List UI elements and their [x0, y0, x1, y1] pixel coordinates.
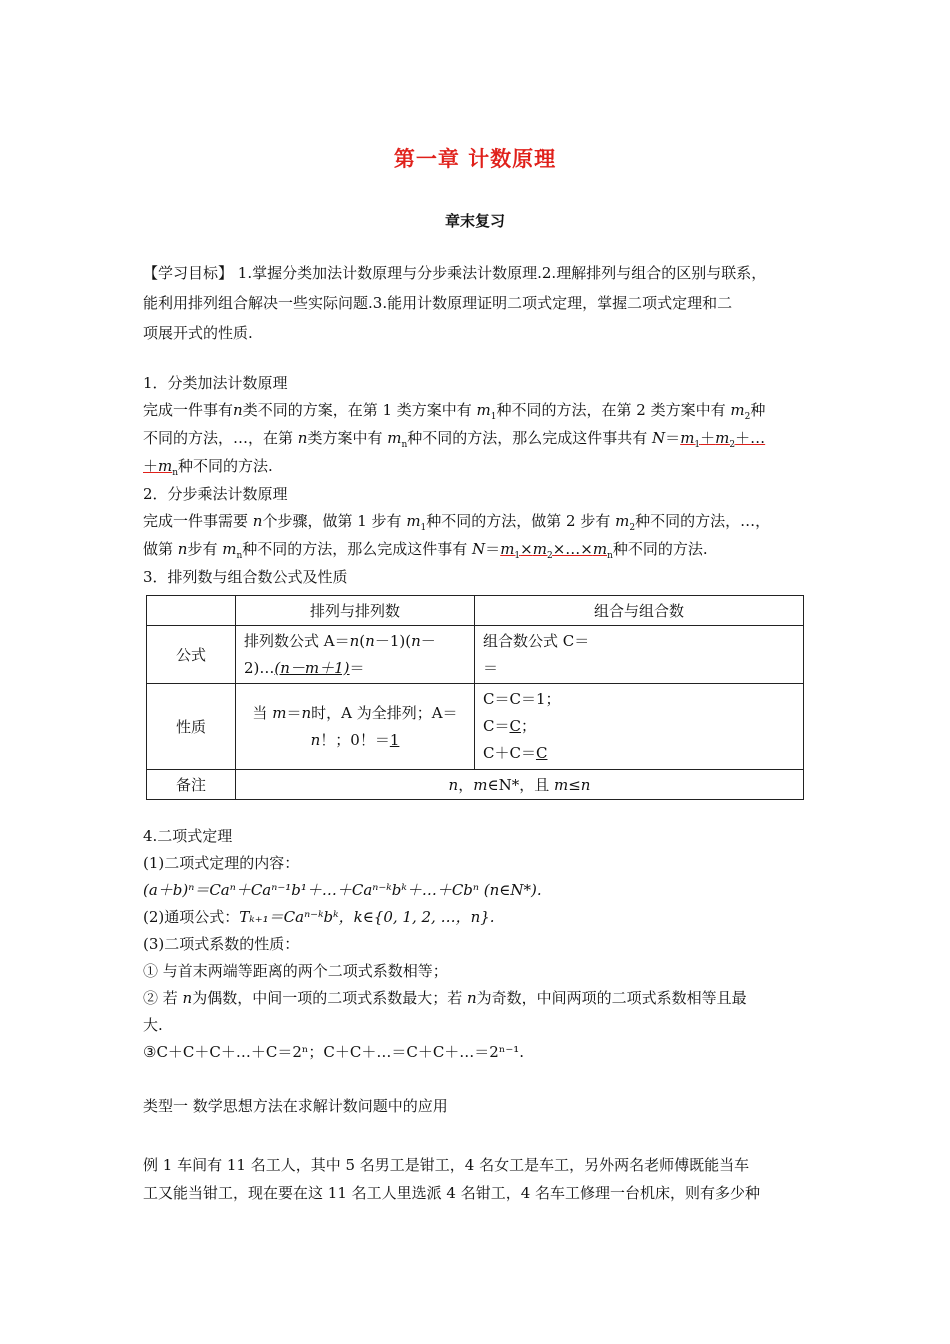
binomial-formula: (a＋b)ⁿ＝Caⁿ＋Caⁿ⁻¹b¹＋…＋Caⁿ⁻ᵏbᵏ＋…＋Cbⁿ (n∈N*).	[143, 881, 542, 899]
table-cell: C＝C＝1； C＝C； C＋C＝C	[475, 684, 804, 770]
property-2: ② 若 n为偶数，中间一项的二项式系数最大；若 n为奇数，中间两项的二项式系数相等且最	[143, 989, 747, 1007]
section3-title: 3．排列数与组合数公式及性质	[143, 568, 348, 586]
sub-1: 1	[490, 412, 497, 422]
text: 种	[750, 401, 766, 419]
var-m2: m	[730, 401, 745, 419]
table-cell: 当 m＝n时，A 为全排列；A＝ n！；0！＝1	[236, 684, 475, 770]
sub-n: n	[401, 440, 408, 450]
var-n: n	[297, 429, 308, 447]
type-heading: 类型一 数学思想方法在求解计数问题中的应用	[143, 1097, 448, 1115]
text: 类方案中有	[307, 429, 388, 447]
section1-title: 1．分类加法计数原理	[143, 374, 288, 392]
table-cell: 排列数公式 A＝n(n－1)(n－ 2)…(n－m＋1)＝	[236, 626, 475, 684]
property-2-end: 大.	[143, 1016, 163, 1034]
section4-item-2: (2)通项公式：Tₖ₊₁＝Caⁿ⁻ᵏbᵏ，k∈{0, 1, 2, …，n}.	[143, 908, 495, 926]
section2-para-line-1: 完成一件事需要 n个步骤，做第 1 步有 $m_1$种不同的方法，做第 2 步有 $m_2$种不同的方法，…，	[143, 512, 771, 533]
var-n: n	[233, 401, 243, 419]
table-cell: n，m∈N*，且 m≤n	[236, 770, 804, 800]
objectives-line-1	[143, 263, 766, 283]
row-label: 备注	[147, 770, 236, 800]
var-mn: m	[387, 429, 402, 447]
answer-product: $m_1\times m_2\times\dots\times m_n$	[500, 540, 613, 561]
section4-item-3: (3)二项式系数的性质：	[143, 935, 300, 953]
section2-para-line-2: 做第 n步有 $m_n$种不同的方法，那么完成这件事有 $N=m_1\times m_2\times\dots\times m_n$种不同的方法.	[143, 540, 708, 561]
section-title: 章末复习	[444, 212, 505, 230]
table-cell: 组合数公式 C＝ ＝	[475, 626, 804, 684]
text: 完成一件事有	[143, 401, 234, 419]
objectives-text-1: 1.掌握分类加法计数原理与分步乘法计数原理.2.理解排列与组合的区别与联系，	[237, 264, 767, 282]
table-cell	[147, 596, 236, 626]
var-m1: m	[476, 401, 491, 419]
objectives-line-3: 项展开式的性质.	[143, 324, 253, 342]
chapter-title: 第一章 计数原理	[393, 147, 557, 171]
table-row	[147, 770, 804, 800]
example-line-1: 例 1 车间有 11 名工人，其中 5 名男工是钳工，4 名女工是车工，另外两名老师傅既能当车	[143, 1156, 750, 1174]
text: 种不同的方法.	[178, 457, 273, 475]
property-1: ① 与首末两端等距离的两个二项式系数相等；	[143, 962, 448, 980]
row-label: 性质	[147, 684, 236, 770]
general-term-formula: Tₖ₊₁＝Caⁿ⁻ᵏbᵏ，k∈{0, 1, 2, …，n}.	[239, 908, 495, 926]
text: 不同的方法，…，在第	[143, 429, 298, 447]
row-label: 公式	[147, 626, 236, 684]
section2-title: 2．分步乘法计数原理	[143, 485, 288, 503]
text: 种不同的方法，在第 2 类方案中有	[496, 401, 731, 419]
table-row	[147, 626, 804, 684]
var-N: N	[652, 429, 666, 447]
section1-para-line-3	[143, 456, 273, 476]
text: ＝	[665, 429, 681, 447]
table-header: 排列与排列数	[236, 596, 475, 626]
table-row	[147, 684, 804, 770]
property-3: ③C＋C＋C＋…＋C＝2ⁿ；C＋C＋…＝C＋C＋…＝2ⁿ⁻¹.	[143, 1043, 525, 1061]
text: 种不同的方法，那么完成这件事共有	[407, 429, 653, 447]
section1-para-line-1	[143, 400, 765, 420]
answer-sum-end: $+m_n$	[143, 457, 179, 478]
example-line-2: 工又能当钳工，现在要在这 11 名工人里选派 4 名钳工，4 名车工修理一台机床，则有多少种	[143, 1184, 761, 1202]
objectives-line-2: 能利用排列组合解决一些实际问题.3.能用计数原理证明二项式定理，掌握二项式定理和二	[143, 294, 733, 312]
section4-title: 4.二项式定理	[143, 827, 233, 845]
answer-sum: $m_1+m_2+\dots$	[680, 429, 766, 450]
text: 类不同的方案，在第 1 类方案中有	[242, 401, 477, 419]
objectives-label: 【学习目标】	[143, 264, 234, 282]
section4-item-1: (1)二项式定理的内容：	[143, 854, 300, 872]
table-header: 组合与组合数	[475, 596, 804, 626]
sub-2: 2	[744, 412, 751, 422]
formula-table	[146, 595, 804, 800]
table-row	[147, 596, 804, 626]
section1-para-line-2	[143, 428, 765, 448]
